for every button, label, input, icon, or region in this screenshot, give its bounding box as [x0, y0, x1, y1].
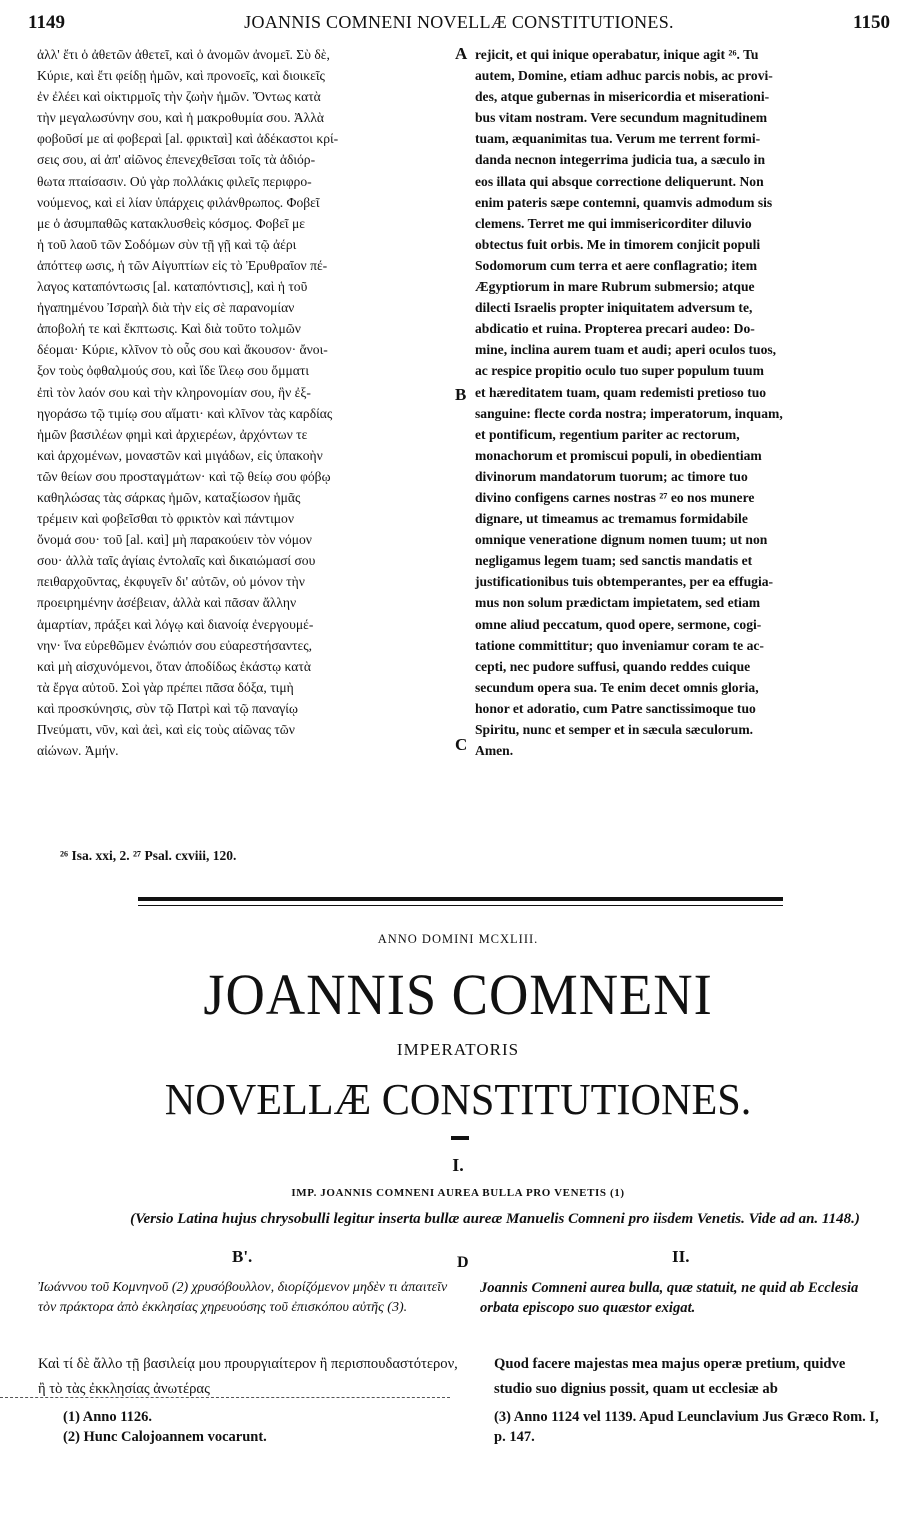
greek-text-line: σου· ἀλλὰ ταῖς ἁγίαις ἐντολαῖς καὶ δικαιώμασί σου: [37, 553, 316, 569]
latin-bulla-title: Joannis Comneni aurea bulla, quæ statuit, ne quid ab Ecclesia orbata episcopo suo quæstor exigat.: [480, 1280, 859, 1316]
greek-text-line: φοβοῦσί με αἱ φοβεραὶ [al. φρικταὶ] καὶ ἀδέκαστοι κρί-: [37, 131, 339, 147]
section-rule-light: [138, 905, 783, 906]
latin-text-line: negligamus legem tuam; sed sanctis mandatis et: [475, 553, 753, 569]
greek-text-line: πειθαρχοῦντας, ἐκφυγεῖν δι' αὐτῶν, οὐ μόνον τὴν: [37, 574, 305, 590]
greek-text-line: θωτα πταίσασιν. Οὐ γὰρ πολλάκις φιλεῖς περιφρο-: [37, 173, 312, 189]
imperatoris-line: IMPERATORIS: [396, 1040, 520, 1059]
latin-text-line: mus non solum prædictam impietatem, sed etiam: [475, 595, 761, 611]
greek-text-line: ἐν ἐλέει καὶ οἰκτιρμοῖς τὴν ζωὴν ἡμῶν. Ὄντως κατὰ: [37, 89, 321, 105]
greek-text-line: με ὁ ἀσυμπαθῶς κατακλυσθεὶς κόσμος. Φοβεῖ με: [37, 215, 305, 231]
main-title: JOANNIS COMNENI: [203, 962, 713, 1027]
column-head-latin: II.: [672, 1247, 690, 1266]
latin-text-line: Amen.: [475, 743, 514, 759]
latin-text-line: Ægyptiorum in mare Rubrum submersio; atque: [475, 279, 755, 295]
latin-text-line: bus vitam nostram. Vere secundum magnitudinem: [475, 110, 768, 126]
greek-text-line: τὰ ἔργα αὐτοῦ. Σοὶ γὰρ πρέπει πᾶσα δόξα, τιμὴ: [37, 679, 294, 695]
latin-text-line: et hæreditatem tuam, quam redemisti pretioso tuo: [475, 384, 767, 400]
greek-text-line: ἁμαρτίαν, πράξει καὶ λόγῳ καὶ διανοίᾳ ἐνεργουμέ-: [37, 616, 314, 632]
page-number-right: 1150: [853, 12, 890, 33]
latin-text-line: autem, Domine, etiam adhuc parcis nobis, ac provi-: [475, 68, 773, 84]
latin-column: [475, 44, 885, 761]
latin-text-line: et pontificum, regentium pariter ac rectorum,: [475, 426, 740, 442]
margin-letter-c: C: [455, 735, 468, 754]
column-head-greek: B'.: [232, 1247, 253, 1266]
greek-text-line: ἡμῶν βασιλέων φημὶ καὶ ἀρχιερέων, ἀρχόντων τε: [37, 426, 308, 442]
latin-text-line: Sodomorum cum terra et aere conflagratio; item: [475, 257, 758, 273]
latin-text-line: omne aliud peccatum, quod opere, sermone, cogi-: [475, 616, 762, 632]
greek-text-line: τὴν μεγαλωσύνην σου, καὶ ἡ μακροθυμία σου. Ἀλλὰ: [37, 110, 325, 126]
latin-text-line: danda necnon integerrima judicia tua, a sæculo in: [475, 152, 766, 168]
greek-bulla-text: Καὶ τί δὲ ἄλλο τῇ βασιλείᾳ μου προυργιαίτερον ἢ περισπουδαστότερον, ἢ τὸ τὰς ἐκκλησίας ἀνωτέρας: [38, 1356, 458, 1397]
latin-text-line: des, atque gubernas in misericordia et miserationi-: [475, 89, 770, 105]
latin-text-line: tuam, æquanimitas tua. Verum me terrent formi-: [475, 131, 761, 147]
latin-text-line: enim pateris sæpe contemni, quamvis admodum sis: [475, 194, 773, 210]
footnote-rule: [0, 1397, 450, 1398]
latin-text-line: honor et adoratio, cum Patre sanctissimoque tuo: [475, 700, 756, 716]
greek-text-line: Πνεύματι, νῦν, καὶ ἀεὶ, καὶ εἰς τοὺς αἰῶνας τῶν: [37, 722, 295, 737]
greek-text-line: δέομαι· Κύριε, κλῖνον τὸ οὖς σου καὶ ἄκουσον· ἄνοι-: [37, 342, 328, 358]
page-number-left: 1149: [28, 12, 65, 33]
greek-text-line: ἀπόττεφ ωσις, ἡ τῶν Αἰγυπτίων εἰς τὸ Ἐρυθραῖον πέ-: [37, 257, 328, 273]
greek-text-line: καὶ προσκύνησις, σὺν τῷ Πατρὶ καὶ τῷ παναγίῳ: [37, 700, 298, 716]
subtitle: NOVELLÆ CONSTITUTIONES.: [164, 1075, 752, 1124]
margin-letter-a: A: [455, 44, 468, 63]
greek-text-line: τῶν θείων σου προσταγμάτων· καὶ τῷ θείῳ σου φόβῳ: [37, 468, 331, 484]
greek-text-line: νούμενος, καὶ εἰ λίαν ὑπάρχεις φιλάνθρωπος. Φοβεῖ: [37, 194, 320, 210]
latin-text-line: divinorum mandatorum tuorum; ac timore tuo: [475, 468, 748, 484]
greek-text-line: προειρημένην ἀσέβειαν, ἀλλὰ καὶ πᾶσαν ἄλλην: [37, 595, 297, 611]
greek-text-line: ἀλλ' ἔτι ὁ ἀθετῶν ἀθετεῖ, καὶ ὁ ἀνομῶν ἀνομεῖ. Σὺ δὲ,: [37, 47, 330, 62]
latin-text-line: obtectus fuit orbis. Me in timorem conjicit populi: [475, 236, 761, 252]
greek-text-line: ξον τοὺς ὀφθαλμούς σου, καὶ ἴδε ἵλεῳ σου ὄμματι: [37, 363, 310, 379]
margin-letter-d: D: [457, 1254, 469, 1271]
bulla-heading: IMP. JOANNIS COMNENI AUREA BULLA PRO VENETIS (1): [291, 1187, 625, 1199]
latin-text-line: Spiritu, nunc et semper et in sæcula sæculorum.: [475, 722, 754, 737]
section-number: I.: [452, 1155, 464, 1175]
greek-text-line: λαγος καταπόντωσις [al. καταπόντισις], καὶ ἡ τοῦ: [37, 279, 308, 295]
latin-text-line: clemens. Terret me qui immisericorditer diluvio: [475, 215, 752, 231]
latin-text-line: divino configens carnes nostras ²⁷ eo nos munere: [475, 489, 755, 505]
greek-text-line: Κύριε, καὶ ἔτι φείδῃ ἡμῶν, καὶ προνοεῖς, καὶ διοικεῖς: [37, 68, 325, 84]
greek-text-line: ἡ τοῦ λαοῦ τῶν Σοδόμων σὺν τῇ γῇ καὶ τῷ ἀέρι: [37, 236, 297, 252]
greek-text-line: καὶ ἀρχομένων, μοναστῶν καὶ μιγάδων, εἰς ὑπακοὴν: [37, 447, 323, 463]
latin-text-line: omnique veneratione dignum nomen tuum; ut non: [475, 532, 768, 548]
greek-text-line: νην· ἵνα εὑρεθῶμεν ἐνώπιόν σου εὐαρεστήσαντες,: [37, 637, 313, 653]
latin-bulla-text: Quod facere majestas mea majus operæ pretium, quidve studio suo dignius possit, quam ut ecclesiæ ab: [494, 1356, 846, 1397]
footnote-1: (1) Anno 1126.: [63, 1409, 153, 1425]
latin-text-line: ac respice propitio oculo tuo super populum tuum: [475, 363, 764, 379]
lower-footnotes-left: [63, 1407, 267, 1447]
greek-text-line: ἠγαπημένου Ἰσραὴλ διὰ τὴν εἰς σὲ παρανομίαν: [37, 300, 295, 316]
greek-text-line: τρέμειν καὶ φοβεῖσθαι τὸ φρικτὸν καὶ πάντιμον: [37, 511, 294, 527]
latin-text-line: rejicit, et qui inique operabatur, inique agit ²⁶. Tu: [475, 47, 759, 62]
latin-text-line: cepti, nec pudore suffusi, quando reddes cuique: [475, 658, 751, 674]
greek-column: [37, 44, 455, 761]
greek-text-line: ὄνομά σου· τοῦ [al. καὶ] μὴ παρακούειν τὸν νόμον: [37, 532, 312, 548]
latin-text-line: secundum opera sua. Te enim decet omnis gloria,: [475, 679, 759, 695]
running-header: [28, 12, 890, 40]
latin-text-line: dilecti Israelis propter iniquitatem adversum te,: [475, 300, 753, 316]
latin-text-line: mine, inclina aurem tuam et audi; aperi oculos tuos,: [475, 342, 777, 358]
versio-note: (Versio Latina hujus chrysobulli legitur inserta bullæ aureæ Manuelis Comneni pro iisdem Venetis. Vide ad an. 1148.): [130, 1211, 860, 1227]
greek-bulla-title: Ἰωάννου τοῦ Κομνηνοῦ (2) χρυσόβουλλον, διορίζόμενον μηδὲν τι ἀπαιτεῖν τὸν πράκτορα ἀπὸ ἐκκλησίας χηρευούσης τοῦ ἐπισκόπου αὐτῆς (3).: [38, 1280, 448, 1315]
latin-text-line: tatione committitur; quo inveniamur coram te ac-: [475, 637, 764, 653]
latin-text-line: abdicatio et ruina. Propterea precari audeo: Do-: [475, 321, 755, 337]
running-title: JOANNIS COMNENI NOVELLÆ CONSTITUTIONES.: [244, 12, 674, 32]
latin-text-line: monachorum et promiscui populi, in obedientiam: [475, 447, 762, 463]
latin-text-line: eos illata qui absque correctione deliquerunt. Non: [475, 173, 764, 189]
footnote-3: (3) Anno 1124 vel 1139. Apud Leunclavium Jus Græco Rom. I, p. 147.: [494, 1409, 879, 1445]
latin-text-line: sanguine: flecte corda nostra; imperatorum, inquam,: [475, 405, 783, 421]
latin-text-line: dignare, ut timeamus ac tremamus formidabile: [475, 511, 748, 527]
anno-domini: ANNO DOMINI MCXLIII.: [377, 932, 539, 946]
greek-text-line: ηγοράσω τῷ τιμίῳ σου αἵματι· καὶ κλῖνον τὰς καρδίας: [37, 405, 333, 421]
margin-letter-b: B: [455, 385, 467, 404]
section-rule-heavy: [138, 897, 783, 901]
greek-text-line: αἰώνων. Ἀμήν.: [37, 743, 119, 759]
title-dash: [451, 1136, 469, 1140]
greek-text-line: καθηλώσας τὰς σάρκας ἡμῶν, καταξίωσον ἡμᾶς: [37, 489, 301, 505]
greek-text-line: καὶ μὴ αἰσχυνόμενοι, ὅταν ἀποδίδως ἑκάστῳ κατὰ: [37, 658, 311, 674]
greek-text-line: ἀποβολή τε καὶ ἔκπτωσις. Καὶ διὰ τοῦτο τολμῶν: [37, 321, 301, 337]
footnote-2: (2) Hunc Calojoannem vocarunt.: [63, 1429, 267, 1445]
greek-text-line: σεις σου, αἱ ἀπ' αἰῶνος ἐπενεχθεῖσαι τοῖς τὰ ἀδιόρ-: [37, 152, 316, 168]
latin-text-line: justificationibus tuis obtemperantes, per ea effugia-: [475, 574, 774, 590]
upper-footnotes: ²⁶ Isa. xxi, 2. ²⁷ Psal. cxviii, 120.: [60, 848, 237, 863]
greek-text-line: ἐπὶ τὸν λαόν σου καὶ τὴν κληρονομίαν σου, ἣν ἐξ-: [37, 384, 311, 400]
